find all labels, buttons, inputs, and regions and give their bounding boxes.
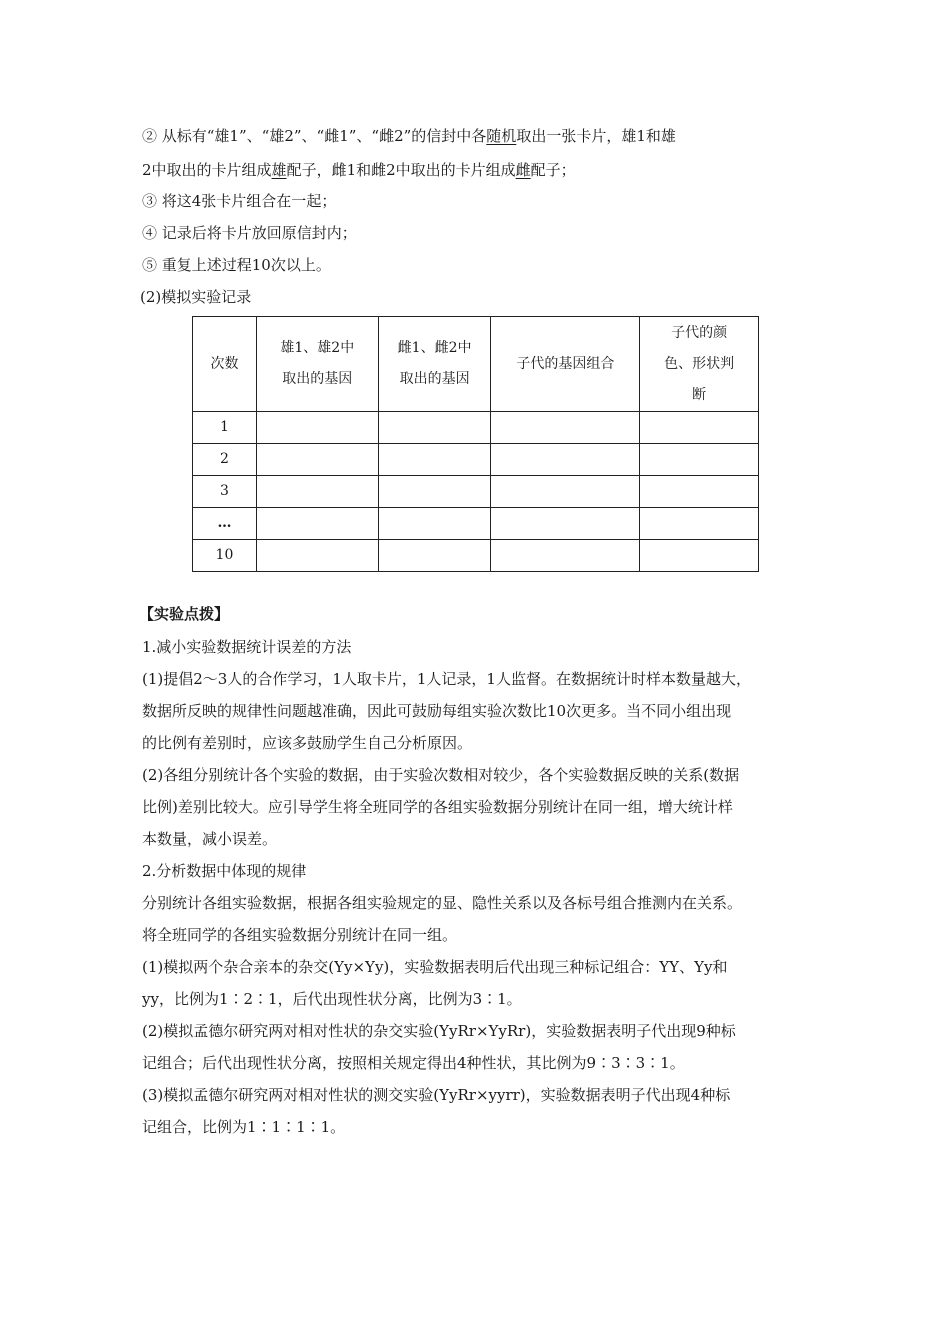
empty-cell bbox=[640, 476, 759, 508]
empty-cell bbox=[640, 444, 759, 476]
header-male-genes bbox=[256, 317, 378, 412]
step-2-prefix: ② 从标有“雄1”、“雄2”、“雌1”、“雌2”的信封中各 bbox=[142, 127, 487, 145]
empty-cell bbox=[256, 476, 378, 508]
row-count-cell: 2 bbox=[193, 444, 257, 476]
step-2-line-2 bbox=[142, 160, 822, 180]
tips-2-intro-line-2: 将全班同学的各组实验数据分别统计在同一组。 bbox=[142, 926, 458, 944]
step-2-line-2-b: 配子，雌1和雌2中取出的卡片组成 bbox=[286, 161, 516, 179]
row-count-cell: 10 bbox=[193, 540, 257, 572]
tips-2-1-line-2: yy，比例为1∶2∶1，后代出现性状分离，比例为3∶1。 bbox=[142, 990, 522, 1008]
row-count-cell: … bbox=[193, 508, 257, 540]
row-count-cell: 1 bbox=[193, 412, 257, 444]
tips-2-2-line-1: (2)模拟孟德尔研究两对相对性状的杂交实验(YyRr×YyRr)，实验数据表明子代出现9种标 bbox=[142, 1022, 736, 1040]
tips-1-1-line-3: 的比例有差别时，应该多鼓励学生自己分析原因。 bbox=[142, 734, 473, 752]
empty-cell bbox=[491, 476, 640, 508]
empty-cell bbox=[640, 412, 759, 444]
step-2-rest: 取出一张卡片，雄1和雄 bbox=[516, 127, 676, 145]
tips-2-intro-line-1: 分别统计各组实验数据，根据各组实验规定的显、隐性关系以及各标号组合推测内在关系。 bbox=[142, 894, 743, 912]
underlined-male: 雄 bbox=[271, 161, 287, 179]
header-offspring-phenotype bbox=[640, 317, 759, 412]
empty-cell bbox=[256, 540, 378, 572]
tips-2-2-line-2: 记组合；后代出现性状分离，按照相关规定得出4种性状，其比例为9∶3∶3∶1。 bbox=[142, 1054, 685, 1072]
step-4: ④ 记录后将卡片放回原信封内； bbox=[142, 224, 357, 242]
empty-cell bbox=[491, 444, 640, 476]
table-row bbox=[193, 412, 759, 444]
empty-cell bbox=[256, 444, 378, 476]
tips-heading: 【实验点拨】 bbox=[139, 605, 230, 623]
record-title: (2)模拟实验记录 bbox=[140, 288, 252, 306]
tips-2-3-line-2: 记组合，比例为1∶1∶1∶1。 bbox=[142, 1118, 346, 1136]
header-offspring-genotype: 子代的基因组合 bbox=[491, 317, 640, 412]
empty-cell bbox=[640, 508, 759, 540]
empty-cell bbox=[378, 540, 491, 572]
empty-cell bbox=[378, 444, 491, 476]
step-5: ⑤ 重复上述过程10次以上。 bbox=[142, 256, 331, 274]
tips-section-1-title: 1.减小实验数据统计误差的方法 bbox=[142, 638, 352, 656]
table-row bbox=[193, 476, 759, 508]
tips-1-1-line-2: 数据所反映的规律性问题越准确，因此可鼓励每组实验次数比10次更多。当不同小组出现 bbox=[142, 702, 732, 720]
header-count: 次数 bbox=[193, 317, 257, 412]
header-male-genes-line-2: 取出的基因 bbox=[282, 371, 353, 387]
header-phenotype-line-1: 子代的颜 bbox=[671, 324, 728, 341]
header-female-genes-line-1: 雌1、雌2中 bbox=[397, 340, 472, 356]
empty-cell bbox=[256, 412, 378, 444]
empty-cell bbox=[256, 508, 378, 540]
header-phenotype-line-2: 色、形状判 bbox=[664, 355, 735, 372]
tips-1-2-line-2: 比例)差别比较大。应引导学生将全班同学的各组实验数据分别统计在同一组，增大统计样 bbox=[142, 798, 733, 816]
tips-1-2-line-3: 本数量，减小误差。 bbox=[142, 830, 278, 848]
empty-cell bbox=[640, 540, 759, 572]
empty-cell bbox=[491, 508, 640, 540]
table-row bbox=[193, 508, 759, 540]
step-2-line-2-c: 配子； bbox=[530, 161, 576, 179]
header-female-genes bbox=[378, 317, 491, 412]
underlined-random: 随机 bbox=[486, 127, 517, 145]
row-count-cell: 3 bbox=[193, 476, 257, 508]
tips-2-1-line-1: (1)模拟两个杂合亲本的杂交(Yy×Yy)，实验数据表明后代出现三种标记组合：YY、Yy和 bbox=[142, 958, 728, 976]
tips-1-2-line-1: (2)各组分别统计各个实验的数据，由于实验次数相对较少，各个实验数据反映的关系(数据 bbox=[142, 766, 740, 784]
empty-cell bbox=[378, 508, 491, 540]
table-header-row bbox=[193, 317, 759, 412]
header-phenotype-line-3: 断 bbox=[692, 386, 707, 403]
step-2-line-2-a: 2中取出的卡片组成 bbox=[142, 161, 272, 179]
empty-cell bbox=[378, 412, 491, 444]
header-male-genes-line-1: 雄1、雄2中 bbox=[280, 340, 355, 356]
tips-1-1-line-1: (1)提倡2～3人的合作学习，1人取卡片，1人记录，1人监督。在数据统计时样本数量越大， bbox=[142, 670, 751, 688]
tips-2-3-line-1: (3)模拟孟德尔研究两对相对性状的测交实验(YyRr×yyrr)，实验数据表明子代出现4种标 bbox=[142, 1086, 731, 1104]
empty-cell bbox=[378, 476, 491, 508]
empty-cell bbox=[491, 412, 640, 444]
table-row bbox=[193, 444, 759, 476]
step-3: ③ 将这4张卡片组合在一起； bbox=[142, 192, 337, 210]
underlined-female: 雌 bbox=[515, 161, 531, 179]
experiment-record-table bbox=[192, 316, 759, 572]
step-2-line-1 bbox=[142, 126, 822, 146]
tips-section-2-title: 2.分析数据中体现的规律 bbox=[142, 862, 307, 880]
table-row bbox=[193, 540, 759, 572]
header-female-genes-line-2: 取出的基因 bbox=[399, 371, 470, 387]
empty-cell bbox=[491, 540, 640, 572]
